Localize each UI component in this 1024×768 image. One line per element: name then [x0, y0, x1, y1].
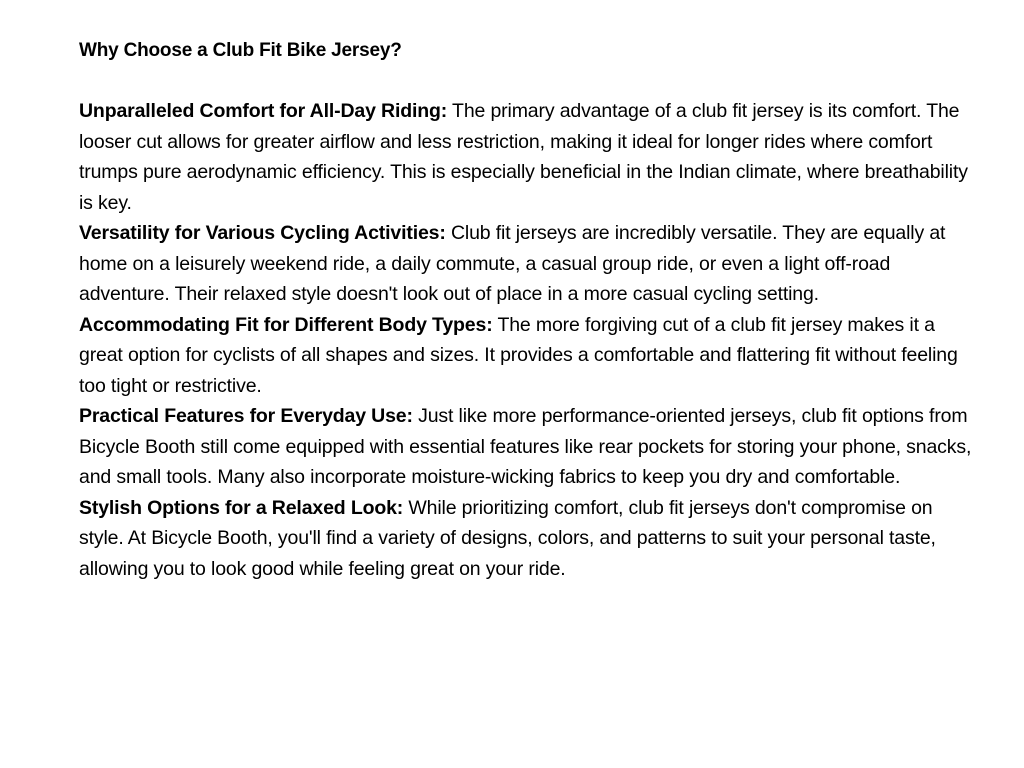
section-body: The more forgiving cut of a club fit jersey makes it a great option for cyclists of all shapes and sizes. It provides a comfortable and flattering fit without feeling too tight or restrictive. — [79, 313, 958, 397]
section-fit — [79, 310, 979, 402]
section-heading: Unparalleled Comfort for All-Day Riding: — [79, 100, 448, 122]
section-heading: Practical Features for Everyday Use: — [79, 405, 413, 427]
section-heading: Accommodating Fit for Different Body Types: — [79, 313, 493, 336]
section-features — [79, 401, 979, 493]
section-style — [79, 493, 979, 585]
section-heading: Stylish Options for a Relaxed Look: — [79, 496, 404, 519]
section-versatility — [79, 218, 979, 310]
section-comfort — [79, 96, 979, 218]
section-body: Just like more performance-oriented jerseys, club fit options from Bicycle Booth still come equipped with essential features like rear pockets for storing your phone, snacks, and small tools. Many also incorporate moisture-wicking fabrics to keep you dry and comfortable. — [79, 405, 972, 488]
slide-content — [79, 36, 979, 584]
section-body: The primary advantage of a club fit jersey is its comfort. The looser cut allows for greater airflow and less restriction, making it ideal for longer rides where comfort trumps pure aerodynamic efficiency. This is especially beneficial in the Indian climate, where breathability is key. — [79, 100, 968, 214]
section-body: Club fit jerseys are incredibly versatile. They are equally at home on a leisurely weekend ride, a daily commute, a casual group ride, or even a light off-road adventure. Their relaxed style doesn't look out of place in a more casual cycling setting. — [79, 222, 946, 305]
page-title: Why Choose a Club Fit Bike Jersey? — [79, 40, 402, 61]
section-body: While prioritizing comfort, club fit jerseys don't compromise on style. At Bicycle Booth, you'll find a variety of designs, colors, and patterns to suit your personal taste, allowing you to look good while feeling great on your ride. — [79, 496, 936, 580]
section-heading: Versatility for Various Cycling Activities: — [79, 222, 446, 244]
